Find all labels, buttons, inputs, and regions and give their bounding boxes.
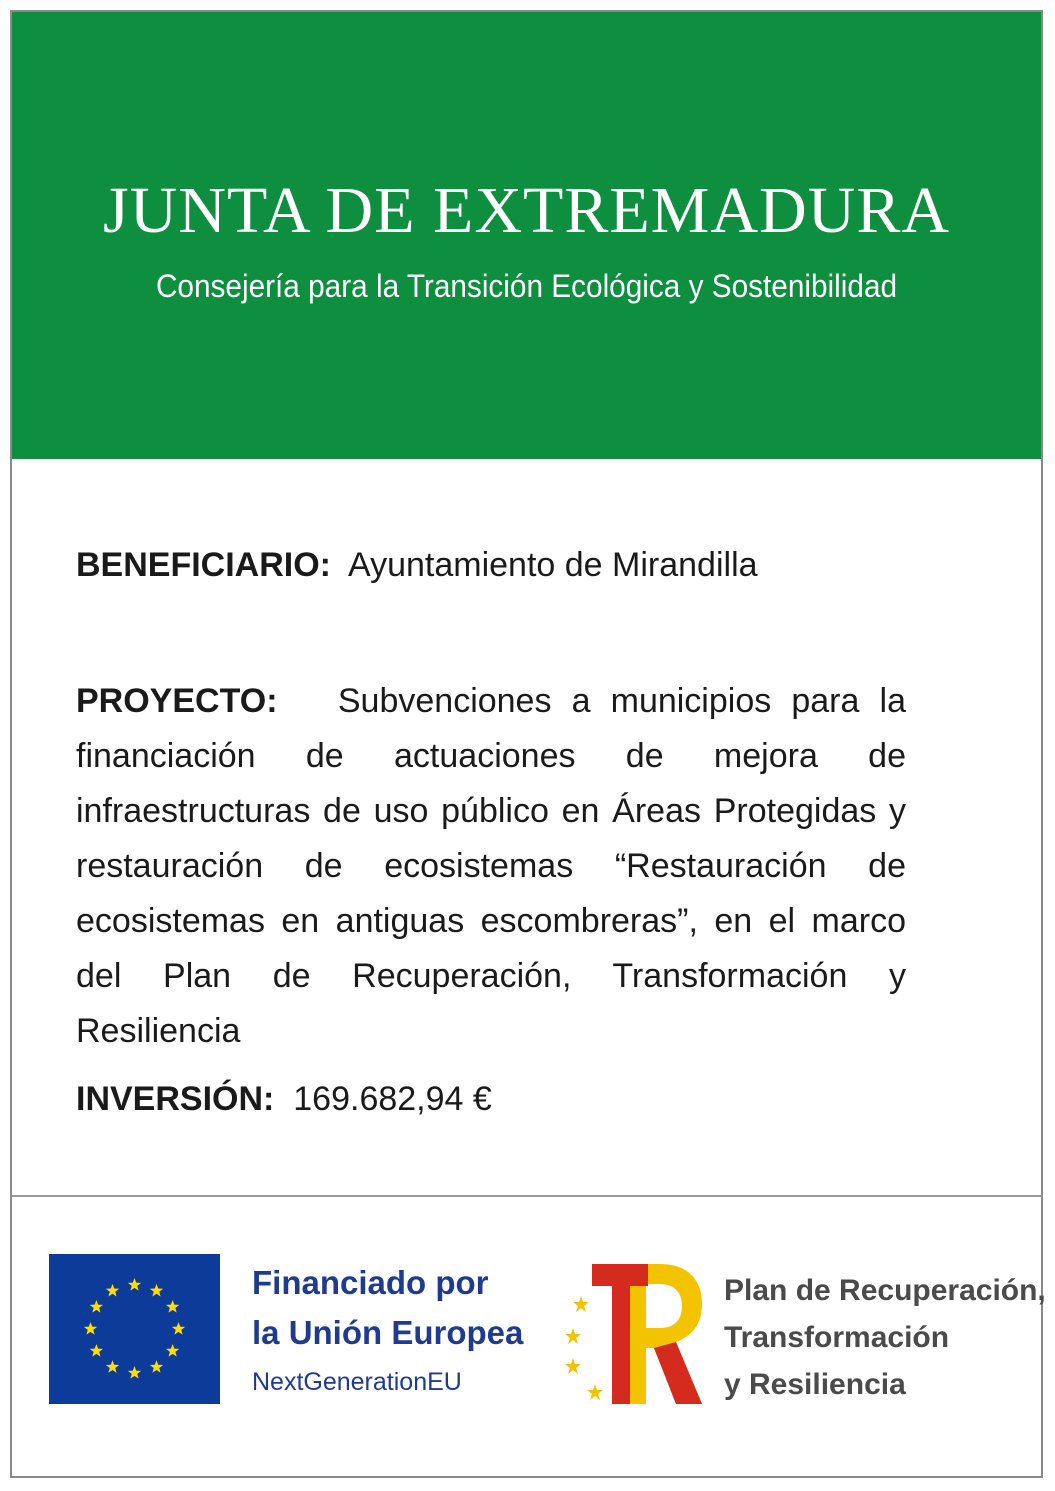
prtr-tr-logo-icon — [562, 1258, 702, 1404]
eu-funded-line1: Financiado por — [252, 1264, 489, 1301]
prtr-line2: Transformación — [724, 1321, 950, 1354]
inversion-label: INVERSIÓN: — [76, 1080, 275, 1118]
beneficiario-line — [76, 546, 906, 585]
proyecto-value: Subvenciones a municipios para la financiación de actuaciones de mejora de infraestructuras de uso público en Áreas Protegidas y restauración de ecosistemas “Restauración de ecosistemas en antiguas escombreras”, en el marco del Plan de Recuperación, Transformación y Resiliencia — [76, 682, 906, 1050]
beneficiario-label: BENEFICIARIO: — [76, 546, 331, 584]
proyecto-label: PROYECTO: — [76, 682, 278, 720]
inversion-value: 169.682,94 € — [293, 1080, 492, 1118]
header-title: JUNTA DE EXTREMADURA — [102, 174, 951, 247]
eu-flag-icon — [49, 1254, 220, 1404]
prtr-line3: y Resiliencia — [724, 1368, 906, 1401]
header-banner — [12, 12, 1041, 459]
prtr-line1: Plan de Recuperación, — [724, 1274, 1046, 1307]
beneficiario-value: Ayuntamiento de Mirandilla — [348, 546, 758, 584]
inversion-line — [76, 1080, 906, 1119]
eu-funded-line2: la Unión Europea — [252, 1314, 524, 1351]
footer-divider — [12, 1195, 1041, 1197]
eu-nextgeneration-text: NextGenerationEU — [252, 1368, 462, 1396]
header-subtitle: Consejería para la Transición Ecológica y Sostenibilidad — [155, 268, 898, 304]
information-sign — [10, 10, 1046, 1478]
proyecto-paragraph — [76, 674, 906, 1059]
